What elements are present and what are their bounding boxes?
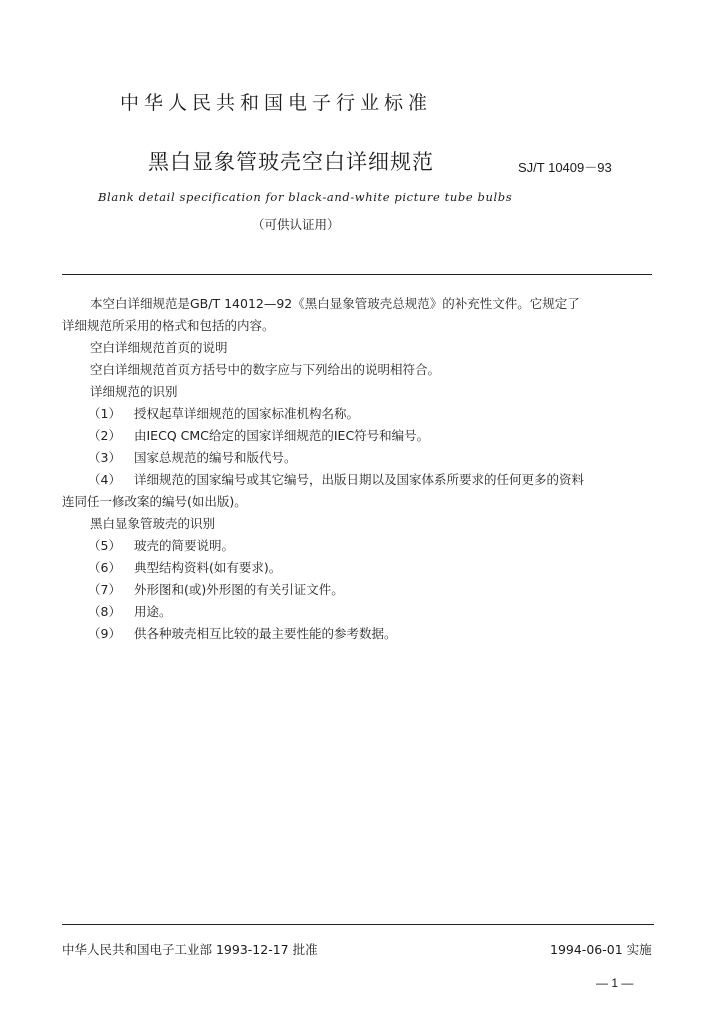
section-heading: 空白详细规范首页的说明 <box>90 340 228 355</box>
list-item <box>62 601 656 623</box>
list-item-number: （7） <box>88 582 121 597</box>
section-heading: 黑白显象管玻壳的识别 <box>90 516 216 531</box>
page-number: — 1 — <box>596 976 634 990</box>
list-item-text: 授权起草详细规范的国家标准机构名称。 <box>134 406 360 421</box>
standard-code: SJ/T 10409－93 <box>518 160 612 175</box>
intro-paragraph-line: 详细规范所采用的格式和包括的内容。 <box>62 318 275 333</box>
list-item-number: （3） <box>88 450 121 465</box>
document-body <box>62 293 656 645</box>
list-item <box>62 579 656 601</box>
list-item <box>62 403 656 425</box>
list-item-number: （9） <box>88 626 121 641</box>
section-heading: 详细规范的识别 <box>90 384 178 399</box>
section-text: 空白详细规范首页方括号中的数字应与下列给出的说明相符合。 <box>90 362 441 377</box>
list-item <box>62 623 656 645</box>
approval-line: 中华人民共和国电子工业部 1993-12-17 批准 <box>62 942 318 957</box>
standard-type-heading: 中华人民共和国电子行业标准 <box>120 92 433 114</box>
intro-paragraph-line: 本空白详细规范是GB/T 14012—92《黑白显象管玻壳总规范》的补充性文件。它规定了 <box>90 296 580 311</box>
list-item <box>62 469 656 491</box>
list-item-text: 详细规范的国家编号或其它编号，出版日期以及国家体系所要求的任何更多的资料 <box>134 472 585 487</box>
list-item-text: 供各种玻壳相互比较的最主要性能的参考数据。 <box>134 626 397 641</box>
list-item-number: （8） <box>88 604 121 619</box>
list-item-number: （6） <box>88 560 121 575</box>
certification-note: （可供认证用） <box>252 217 340 232</box>
list-item-text: 用途。 <box>134 604 172 619</box>
list-item-number: （5） <box>88 538 121 553</box>
list-item-number: （1） <box>88 406 121 421</box>
list-item-number: （4） <box>88 472 121 487</box>
list-item <box>62 425 656 447</box>
list-item <box>62 557 656 579</box>
list-item-text: 典型结构资料(如有要求)。 <box>134 560 282 575</box>
list-item-number: （2） <box>88 428 121 443</box>
list-item <box>62 535 656 557</box>
list-item-text: 国家总规范的编号和版代号。 <box>134 450 297 465</box>
list-item-text: 玻壳的简要说明。 <box>134 538 235 553</box>
list-item-text: 外形图和(或)外形图的有关引证文件。 <box>134 582 344 597</box>
document-title: 黑白显象管玻壳空白详细规范 <box>148 150 434 174</box>
list-item-continuation: 连同任一修改案的编号(如出版)。 <box>62 494 247 509</box>
list-item-text: 由IECQ CMC给定的国家详细规范的IEC符号和编号。 <box>134 428 430 443</box>
footer-divider <box>62 924 654 925</box>
list-item <box>62 447 656 469</box>
header-divider <box>62 274 652 275</box>
effective-date: 1994-06-01 实施 <box>550 942 652 957</box>
english-subtitle: Blank detail specification for black-and-white picture tube bulbs <box>98 190 513 204</box>
